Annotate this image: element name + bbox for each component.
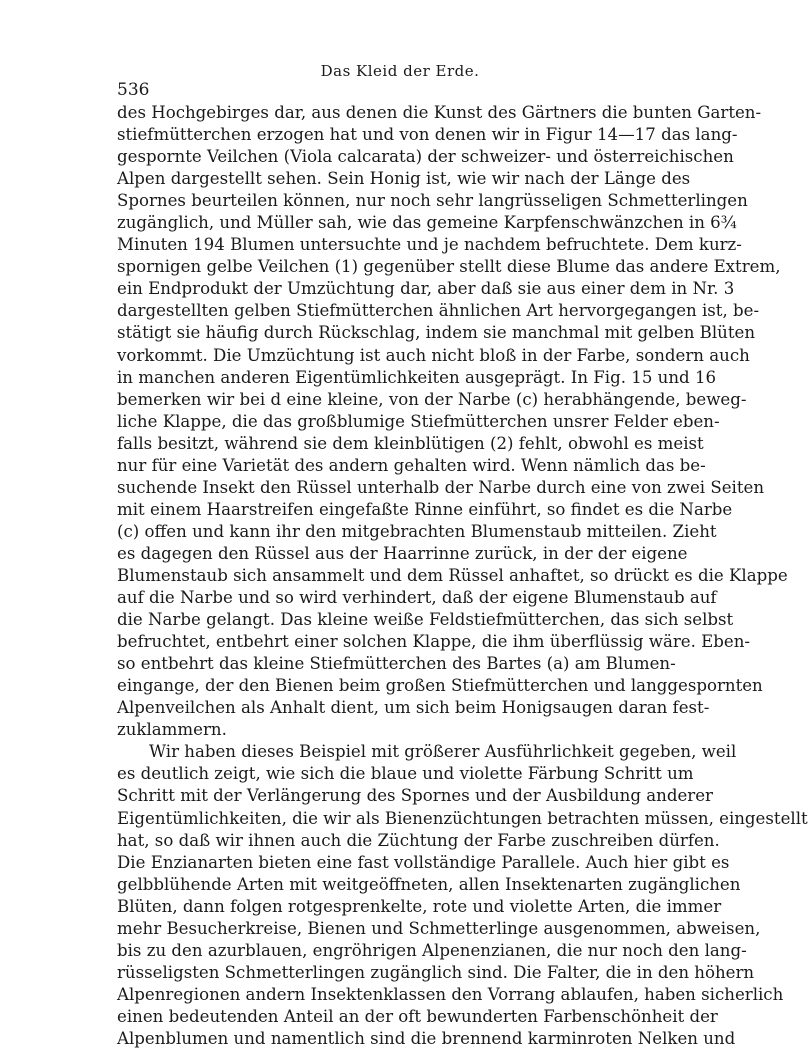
text-line: Alpenveilchen als Anhalt dient, um sich beim Honigsaugen daran fest-: [117, 698, 710, 718]
text-line: mehr Besucherkreise, Bienen und Schmetterlinge ausgenommen, abweisen,: [117, 918, 761, 938]
text-line: liche Klappe, die das großblumige Stiefmütterchen unsrer Felder eben-: [117, 411, 720, 431]
text-line: auf die Narbe und so wird verhindert, daß der eigene Blumenstaub auf: [117, 588, 717, 608]
text-line: Blumenstaub sich ansammelt und dem Rüssel anhaftet, so drückt es die Klappe: [117, 565, 788, 585]
text-line: bemerken wir bei d eine kleine, von der Narbe (c) herabhängende, beweg-: [117, 389, 747, 409]
text-line: stätigt sie häufig durch Rückschlag, indem sie manchmal mit gelben Blüten: [117, 323, 756, 343]
text-line: Spornes beurteilen können, nur noch sehr langrüsseligen Schmetterlingen: [117, 191, 748, 211]
page-number: 536: [117, 80, 150, 100]
text-line: Eigentümlichkeiten, die wir als Bienenzüchtungen betrachten müssen, eingestellt: [117, 808, 808, 828]
text-line: es deutlich zeigt, wie sich die blaue und violette Färbung Schritt um: [117, 764, 694, 784]
text-line: vorkommt. Die Umzüchtung ist auch nicht bloß in der Farbe, sondern auch: [117, 345, 750, 365]
text-line: Alpenregionen andern Insektenklassen den Vorrang ablaufen, haben sicherlich: [117, 984, 784, 1004]
text-line: rüsseligsten Schmetterlingen zugänglich sind. Die Falter, die in den höhern: [117, 962, 755, 982]
text-line: stiefmütterchen erzogen hat und von denen wir in Figur 14—17 das lang-: [117, 125, 738, 145]
text-line: in manchen anderen Eigentümlichkeiten ausgeprägt. In Fig. 15 und 16: [117, 367, 717, 387]
body-text: [117, 102, 808, 1050]
text-line: Alpen dargestellt sehen. Sein Honig ist, wie wir nach der Länge des: [117, 169, 691, 189]
text-line: (c) offen und kann ihr den mitgebrachten Blumenstaub mitteilen. Zieht: [117, 521, 717, 541]
text-line: befruchtet, entbehrt einer solchen Klappe, die ihm überflüssig wäre. Eben-: [117, 632, 751, 652]
text-line: Wir haben dieses Beispiel mit größerer Ausführlichkeit gegeben, weil: [149, 742, 737, 762]
text-line: mit einem Haarstreifen eingefaßte Rinne einführt, so findet es die Narbe: [117, 499, 733, 519]
text-line: Die Enzianarten bieten eine fast vollständige Parallele. Auch hier gibt es: [117, 852, 730, 872]
running-title: Das Kleid der Erde.: [320, 62, 480, 80]
text-line: dargestellten gelben Stiefmütterchen ähnlichen Art hervorgegangen ist, be-: [117, 301, 760, 321]
text-line: falls besitzt, während sie dem kleinblütigen (2) fehlt, obwohl es meist: [117, 433, 704, 453]
paragraph: [117, 102, 788, 741]
text-line: Minuten 194 Blumen untersuchte und je nachdem befruchtete. Dem kurz-: [117, 235, 742, 255]
text-line: es dagegen den Rüssel aus der Haarrinne zurück, in der der eigene: [117, 543, 688, 563]
text-line: Alpenblumen und namentlich sind die brennend karminroten Nelken und: [117, 1028, 736, 1048]
text-line: so entbehrt das kleine Stiefmütterchen des Bartes (a) am Blumen-: [117, 654, 676, 674]
text-line: zuklammern.: [117, 720, 227, 740]
text-line: des Hochgebirges dar, aus denen die Kunst des Gärtners die bunten Garten-: [117, 103, 762, 122]
text-line: spornigen gelbe Veilchen (1) gegenüber stellt diese Blume das andere Extrem,: [117, 257, 781, 277]
text-line: Schritt mit der Verlängerung des Spornes und der Ausbildung anderer: [117, 786, 713, 806]
text-line: bis zu den azurblauen, engröhrigen Alpenenzianen, die nur noch den lang-: [117, 940, 747, 960]
text-line: einen bedeutenden Anteil an der oft bewunderten Farbenschönheit der: [117, 1006, 718, 1026]
paragraph: [117, 741, 808, 1050]
text-line: Blüten, dann folgen rotgesprenkelte, rote und violette Arten, die immer: [117, 896, 722, 916]
text-line: zugänglich, und Müller sah, wie das gemeine Karpfenschwänzchen in 6¾: [117, 213, 737, 233]
text-line: gelbblühende Arten mit weitgeöffneten, allen Insektenarten zugänglichen: [117, 874, 741, 894]
text-line: gespornte Veilchen (Viola calcarata) der schweizer- und österreichischen: [117, 147, 734, 167]
text-line: eingange, der den Bienen beim großen Stiefmütterchen und langgespornten: [117, 676, 763, 696]
text-line: hat, so daß wir ihnen auch die Züchtung der Farbe zuschreiben dürfen.: [117, 830, 720, 850]
text-line: suchende Insekt den Rüssel unterhalb der Narbe durch eine von zwei Seiten: [117, 477, 765, 497]
text-line: ein Endprodukt der Umzüchtung dar, aber daß sie aus einer dem in Nr. 3: [117, 279, 735, 299]
text-line: die Narbe gelangt. Das kleine weiße Feldstiefmütterchen, das sich selbst: [117, 610, 734, 630]
text-line: nur für eine Varietät des andern gehalten wird. Wenn nämlich das be-: [117, 455, 706, 475]
